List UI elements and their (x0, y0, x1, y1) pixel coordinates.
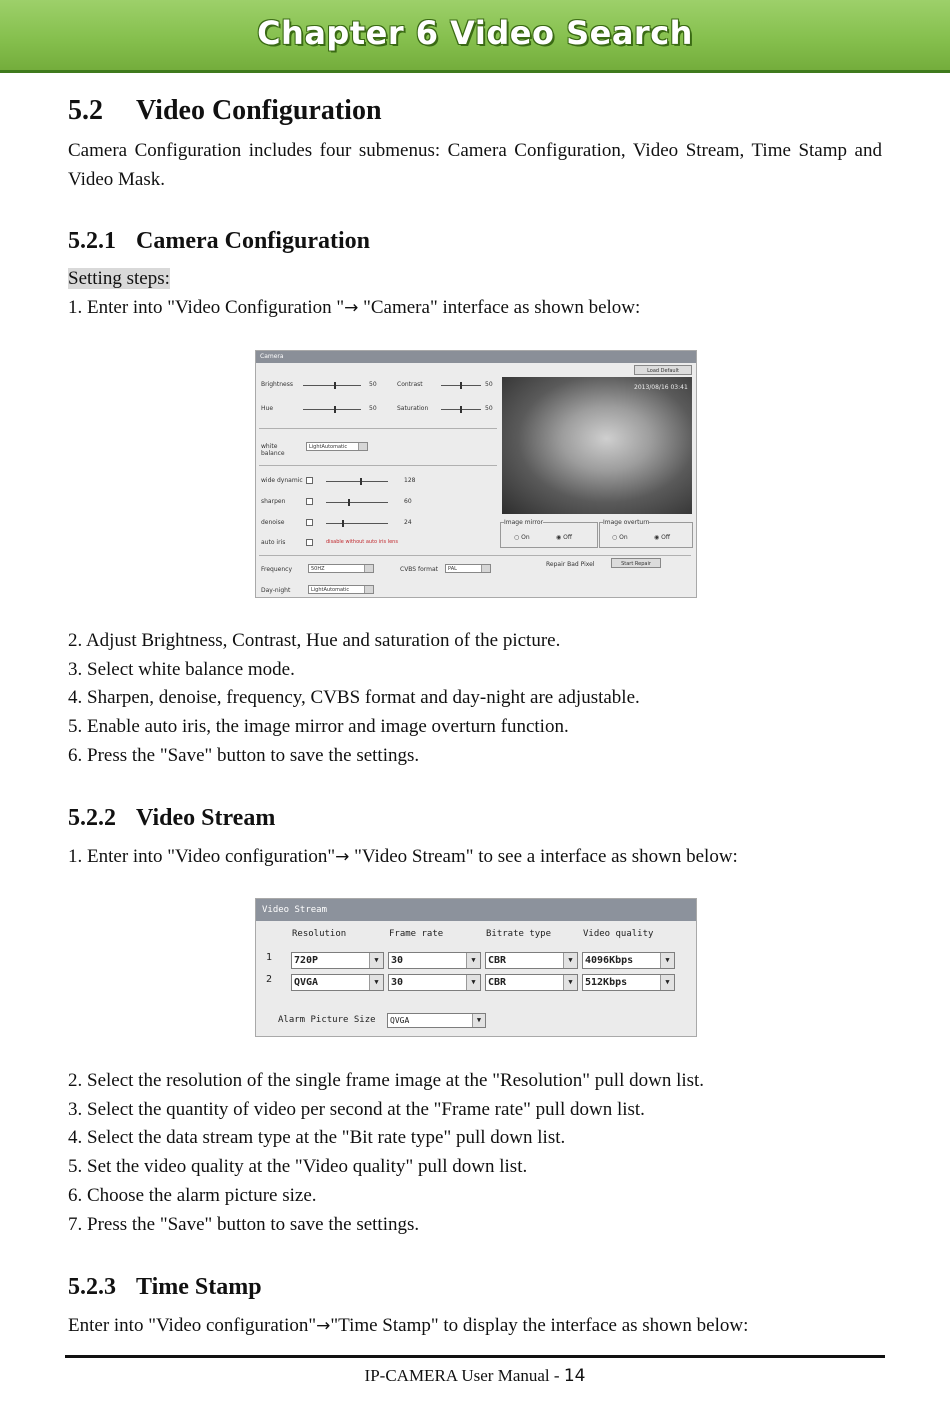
page-footer (0, 1366, 950, 1386)
sharpen-label: sharpen (261, 498, 286, 505)
hue-label: Hue (261, 405, 274, 412)
camera-step-6: 6. Press the "Save" button to save the settings. (68, 745, 420, 766)
stream-step-6: 6. Choose the alarm picture size. (68, 1185, 317, 1206)
hue-slider-handle[interactable] (334, 406, 336, 413)
camera-step-5: 5. Enable auto iris, the image mirror and image overturn function. (68, 716, 569, 737)
image-mirror-on-radio[interactable]: ○ On (514, 534, 530, 541)
section-intro: Camera Configuration includes four submenus: Camera Configuration, Video Stream, Time Stamp and Video Mask. (68, 140, 882, 190)
video-quality-select[interactable]: 512Kbps ▼ (582, 974, 675, 991)
frame-rate-select[interactable]: 30 ▼ (388, 952, 481, 969)
brightness-value: 50 (369, 381, 377, 388)
section-heading-5-2-1 (68, 228, 370, 255)
repair-bad-pixel-label: Repair Bad Pixel (546, 561, 595, 568)
stream-step-4: 4. Select the data stream type at the "Bit rate type" pull down list. (68, 1127, 566, 1148)
chapter-header-band (0, 0, 950, 73)
dropdown-arrow-icon: ▼ (369, 975, 383, 990)
stream-row-number: 1 (266, 952, 273, 963)
auto-iris-checkbox[interactable] (306, 539, 313, 546)
section-heading-5-2-2 (68, 805, 275, 832)
camera-panel-title: Camera (256, 351, 696, 363)
stream-step-1: 1. Enter into "Video configuration"→ "Video Stream" to see a interface as shown below: (68, 846, 738, 867)
frame-rate-select[interactable]: 30 ▼ (388, 974, 481, 991)
stream-step-2: 2. Select the resolution of the single frame image at the "Resolution" pull down list. (68, 1070, 705, 1091)
image-overturn-label: Image overturn (603, 519, 650, 526)
auto-iris-note: disable without auto iris lens (326, 539, 398, 545)
stream-step-5: 5. Set the video quality at the "Video quality" pull down list. (68, 1156, 528, 1177)
dropdown-arrow-icon: ▼ (563, 975, 577, 990)
alarm-picture-size-label: Alarm Picture Size (278, 1015, 376, 1025)
section-title: Time Stamp (136, 1274, 262, 1300)
image-overturn-on-radio[interactable]: ○ On (612, 534, 628, 541)
denoise-slider-handle[interactable] (342, 520, 344, 527)
brightness-slider-handle[interactable] (334, 382, 336, 389)
bitrate-type-select[interactable]: CBR ▼ (485, 952, 578, 969)
dropdown-arrow-icon: ▼ (563, 953, 577, 968)
dropdown-arrow-icon: ▼ (472, 1014, 485, 1027)
hue-slider[interactable] (303, 409, 361, 410)
section-title: Video Stream (136, 805, 276, 831)
denoise-label: denoise (261, 519, 285, 526)
arrow-icon: → (344, 298, 359, 318)
bitrate-type-select[interactable]: CBR ▼ (485, 974, 578, 991)
camera-config-screenshot (255, 350, 697, 598)
section-heading-5-2 (68, 95, 382, 127)
camera-step-2: 2. Adjust Brightness, Contrast, Hue and saturation of the picture. (68, 630, 561, 651)
section-number: 5.2.2 (68, 805, 116, 831)
divider (259, 465, 497, 466)
image-mirror-off-radio[interactable]: ◉ Off (556, 534, 573, 541)
day-night-label: Day-night (261, 587, 291, 594)
footer-rule (65, 1355, 885, 1358)
image-overturn-off-radio[interactable]: ◉ Off (654, 534, 671, 541)
arrow-icon: → (335, 847, 350, 867)
brightness-label: Brightness (261, 381, 293, 388)
stream-step-7: 7. Press the "Save" button to save the settings. (68, 1214, 420, 1235)
sharpen-checkbox[interactable] (306, 498, 313, 505)
section-title: Camera Configuration (136, 228, 370, 254)
camera-step-4: 4. Sharpen, denoise, frequency, CVBS format and day-night are adjustable. (68, 687, 640, 708)
divider (259, 555, 691, 556)
cvbs-format-select[interactable]: PAL (445, 564, 491, 573)
contrast-value: 50 (485, 381, 493, 388)
column-header-frame-rate: Frame rate (389, 929, 444, 939)
dropdown-arrow-icon: ▼ (660, 953, 674, 968)
wide-dynamic-checkbox[interactable] (306, 477, 313, 484)
saturation-slider-handle[interactable] (460, 406, 462, 413)
setting-steps-label: Setting steps: (68, 268, 170, 289)
section-title: Video Configuration (136, 95, 382, 126)
sharpen-slider[interactable] (326, 502, 388, 503)
sharpen-value: 60 (404, 498, 412, 505)
stream-row-number: 2 (266, 974, 273, 985)
denoise-slider[interactable] (326, 523, 388, 524)
wide-dynamic-slider[interactable] (326, 481, 388, 482)
contrast-label: Contrast (397, 381, 423, 388)
frequency-select[interactable]: 50HZ (308, 564, 374, 573)
column-header-bitrate-type: Bitrate type (486, 929, 552, 939)
section-number: 5.2 (68, 95, 103, 126)
alarm-picture-size-select[interactable]: QVGA ▼ (387, 1013, 486, 1028)
camera-step-3: 3. Select white balance mode. (68, 659, 295, 680)
resolution-select[interactable]: QVGA ▼ (291, 974, 384, 991)
timestamp-step: Enter into "Video configuration"→"Time Stamp" to display the interface as shown below: (68, 1315, 749, 1336)
section-heading-5-2-3 (68, 1274, 262, 1301)
video-quality-select[interactable]: 4096Kbps ▼ (582, 952, 675, 969)
page-number: 14 (563, 1366, 586, 1386)
cvbs-format-label: CVBS format (400, 566, 439, 573)
chapter-title: Chapter 6 Video Search (257, 14, 693, 52)
saturation-value: 50 (485, 405, 493, 412)
white-balance-select[interactable]: LightAutomatic (306, 442, 368, 451)
dropdown-arrow-icon: ▼ (660, 975, 674, 990)
frequency-label: Frequency (261, 566, 292, 573)
start-repair-button[interactable]: Start Repair (611, 558, 661, 568)
day-night-select[interactable]: LightAutomatic (308, 585, 374, 594)
brightness-slider[interactable] (303, 385, 361, 386)
denoise-value: 24 (404, 519, 412, 526)
white-balance-label: white balance (261, 443, 285, 457)
stream-step-3: 3. Select the quantity of video per second at the "Frame rate" pull down list. (68, 1099, 645, 1120)
dropdown-arrow-icon: ▼ (369, 953, 383, 968)
section-number: 5.2.1 (68, 228, 116, 254)
wide-dynamic-value: 128 (404, 477, 416, 484)
camera-live-preview (502, 377, 692, 514)
wide-dynamic-slider-handle[interactable] (360, 478, 362, 485)
resolution-select[interactable]: 720P ▼ (291, 952, 384, 969)
divider (259, 428, 497, 429)
contrast-slider-handle[interactable] (460, 382, 462, 389)
video-stream-panel-title: Video Stream (256, 899, 696, 921)
camera-step-1: 1. Enter into "Video Configuration "→ "Camera" interface as shown below: (68, 297, 641, 318)
section-number: 5.2.3 (68, 1274, 116, 1300)
dropdown-arrow-icon: ▼ (466, 975, 480, 990)
preview-timestamp: 2013/08/16 03:41 (634, 384, 688, 391)
column-header-video-quality: Video quality (583, 929, 654, 939)
footer-text: IP-CAMERA User Manual - (364, 1366, 564, 1385)
column-header-resolution: Resolution (292, 929, 347, 939)
dropdown-arrow-icon: ▼ (466, 953, 480, 968)
video-stream-screenshot (255, 898, 697, 1037)
auto-iris-label: auto iris (261, 539, 286, 546)
load-default-button[interactable]: Load Default (634, 365, 692, 375)
sharpen-slider-handle[interactable] (348, 499, 350, 506)
denoise-checkbox[interactable] (306, 519, 313, 526)
hue-value: 50 (369, 405, 377, 412)
image-mirror-label: Image mirror (504, 519, 544, 526)
wide-dynamic-label: wide dynamic (261, 477, 303, 484)
arrow-icon: → (316, 1316, 331, 1336)
saturation-label: Saturation (397, 405, 429, 412)
